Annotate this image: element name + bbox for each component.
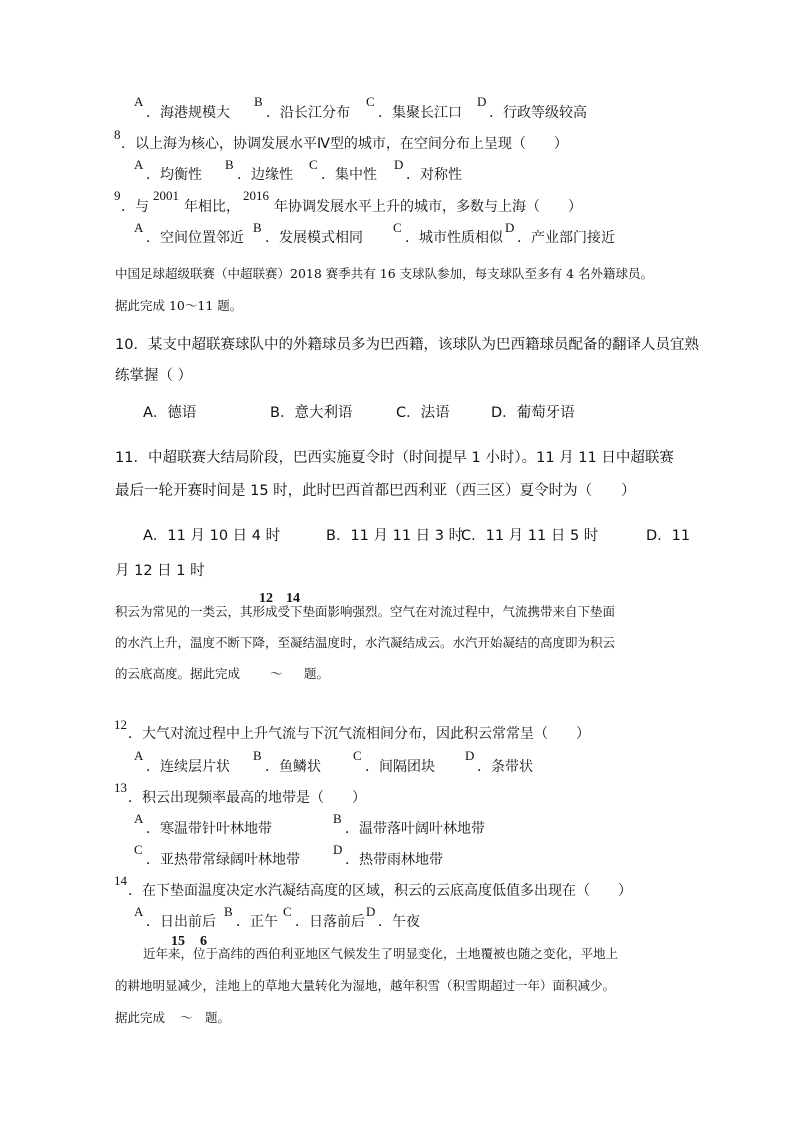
q12-option-c-letter: C xyxy=(353,748,362,763)
q11-stem-line-2: 最后一轮开赛时间是 15 时，此时巴西首都巴西利亚（西三区）夏令时为（ ） xyxy=(115,483,636,499)
q8-option-b-letter: B xyxy=(225,157,234,172)
q9-year-2016: 2016 xyxy=(243,188,269,203)
q13-option-b-letter: B xyxy=(333,811,342,826)
siberia-passage-line-3-a: 据此完成 xyxy=(115,1010,166,1025)
q14-option-d-letter: D xyxy=(366,904,376,919)
q8-option-c-letter: C xyxy=(309,157,318,172)
siberia-passage-number-15: 15 xyxy=(171,934,185,949)
cloud-passage-line-3-a: 的云底高度。据此完成 xyxy=(115,666,241,681)
q14-option-b-text: ．正午 xyxy=(236,914,278,930)
q9-option-b-text: ．发展模式相同 xyxy=(265,230,363,246)
q9-option-b-letter: B xyxy=(253,220,262,235)
q9-stem-part-1: ．与 xyxy=(121,199,149,215)
q9-number: 9 xyxy=(114,188,121,203)
q14-option-c-text: ．日落前后 xyxy=(295,914,365,930)
q8-option-d-letter: D xyxy=(394,157,404,172)
q12-option-d-text: ．条带状 xyxy=(477,759,533,775)
q7-option-b-text: ．沿长江分布 xyxy=(266,105,350,121)
siberia-passage-line-3-c: 题。 xyxy=(205,1010,231,1025)
q9-option-c-letter: C xyxy=(393,220,402,235)
q9-option-a-letter: A xyxy=(134,220,144,235)
siberia-passage-line-2: 的耕地明显减少，洼地上的草地大量转化为湿地，越年积雪（积雪期超过一年）面积减少。 xyxy=(115,978,616,993)
q12-stem: ．大气对流过程中上升气流与下沉气流相间分布，因此积云常常呈（ ） xyxy=(128,726,590,742)
q14-option-d-text: ．午夜 xyxy=(378,914,420,930)
q9-year-2001: 2001 xyxy=(153,188,179,203)
q9-option-d-letter: D xyxy=(505,220,515,235)
q9-option-d-text: ．产业部门接近 xyxy=(517,230,615,246)
q9-option-c-text: ．城市性质相似 xyxy=(405,230,503,246)
q13-option-c-letter: C xyxy=(134,842,143,857)
cloud-passage-number-12: 12 xyxy=(259,591,273,606)
q8-stem: ．以上海为核心，协调发展水平Ⅳ型的城市，在空间分布上呈现（ ） xyxy=(121,136,568,152)
q10-option-b: B．意大利语 xyxy=(270,405,353,421)
q8-option-b-text: ．边缘性 xyxy=(237,167,293,183)
cloud-passage-number-14: 14 xyxy=(286,591,300,606)
siberia-passage-line-1: 近年来，位于高纬的西伯利亚地区气候发生了明显变化，土地覆被也随之变化，平地上 xyxy=(143,946,619,961)
q13-option-d-letter: D xyxy=(333,842,343,857)
q12-option-b-text: ．鱼鳞状 xyxy=(265,759,321,775)
q12-number: 12 xyxy=(114,717,127,732)
q7-option-c-letter: C xyxy=(366,94,375,109)
cloud-passage-line-3-b: ～ xyxy=(270,666,283,681)
siberia-passage-line-3-b: ～ xyxy=(180,1010,193,1025)
q7-option-a-text: ．海港规模大 xyxy=(146,105,230,121)
q8-option-c-text: ．集中性 xyxy=(321,167,377,183)
q13-number: 13 xyxy=(114,780,127,795)
cloud-passage-line-2: 的水汽上升，温度不断下降，至凝结温度时，水汽凝结成云。水汽开始凝结的高度即为积云 xyxy=(115,635,616,650)
q7-option-a-letter: A xyxy=(134,94,144,109)
q8-number: 8 xyxy=(114,127,121,142)
q14-number: 14 xyxy=(114,873,127,888)
q11-option-d: D．11 xyxy=(646,528,691,544)
siberia-passage-number-6: 6 xyxy=(200,934,207,949)
q10-option-c: C．法语 xyxy=(396,405,450,421)
q14-stem: ．在下垫面温度决定水汽凝结高度的区域，积云的云底高度低值多出现在（ ） xyxy=(128,883,632,899)
q11-option-b: B．11 月 11 日 3 时 xyxy=(326,528,464,544)
q10-option-a: A．德语 xyxy=(143,405,197,421)
q12-option-a-text: ．连续层片状 xyxy=(146,759,230,775)
q10-stem-line-1: 10．某支中超联赛球队中的外籍球员多为巴西籍，该球队为巴西籍球员配备的翻译人员宜熟 xyxy=(115,337,699,353)
q14-option-c-letter: C xyxy=(283,904,292,919)
q9-stem-part-2: 年相比， xyxy=(184,199,240,215)
q13-option-a-letter: A xyxy=(134,811,144,826)
q13-option-d-text: ．热带雨林地带 xyxy=(345,852,443,868)
q8-option-d-text: ．对称性 xyxy=(406,167,462,183)
q14-option-a-letter: A xyxy=(134,904,144,919)
q13-stem: ．积云出现频率最高的地带是（ ） xyxy=(128,790,366,806)
q12-option-a-letter: A xyxy=(134,748,144,763)
q7-option-d-letter: D xyxy=(477,94,487,109)
q8-option-a-letter: A xyxy=(134,157,144,172)
q10-stem-line-2: 练掌握（ ） xyxy=(115,368,193,384)
q12-option-d-letter: D xyxy=(465,748,475,763)
q10-option-d: D．葡萄牙语 xyxy=(491,405,575,421)
cloud-passage-line-1: 积云为常见的一类云，其形成受下垫面影响强烈。空气在对流过程中，气流携带来自下垫面 xyxy=(115,604,616,619)
q11-stem-line-1: 11．中超联赛大结局阶段，巴西实施夏令时（时间提早 1 小时）。11 月 11 日中超联赛 xyxy=(115,450,674,466)
q11-option-d-continued: 月 12 日 1 时 xyxy=(115,563,205,579)
football-passage-line-1: 中国足球超级联赛（中超联赛）2018 赛季共有 16 支球队参加，每支球队至多有 4 名外籍球员。 xyxy=(115,266,654,281)
q8-option-a-text: ．均衡性 xyxy=(146,167,202,183)
q11-option-c: C．11 月 11 日 5 时 xyxy=(461,528,599,544)
q13-option-c-text: ．亚热带常绿阔叶林地带 xyxy=(146,852,300,868)
cloud-passage-line-3-c: 题。 xyxy=(304,666,330,681)
q13-option-b-text: ．温带落叶阔叶林地带 xyxy=(345,821,485,837)
q7-option-c-text: ．集聚长江口 xyxy=(378,105,462,121)
q14-option-a-text: ．日出前后 xyxy=(146,914,216,930)
q12-option-c-text: ．间隔团块 xyxy=(365,759,435,775)
q7-option-b-letter: B xyxy=(254,94,263,109)
q9-option-a-text: ．空间位置邻近 xyxy=(146,230,244,246)
q7-option-d-text: ．行政等级较高 xyxy=(489,105,587,121)
football-passage-line-2: 据此完成 10～11 题。 xyxy=(115,298,243,313)
q9-stem-part-3: 年协调发展水平上升的城市，多数与上海（ ） xyxy=(274,199,582,215)
q14-option-b-letter: B xyxy=(224,904,233,919)
q12-option-b-letter: B xyxy=(253,748,262,763)
q13-option-a-text: ．寒温带针叶林地带 xyxy=(146,821,272,837)
q11-option-a: A．11 月 10 日 4 时 xyxy=(143,528,281,544)
